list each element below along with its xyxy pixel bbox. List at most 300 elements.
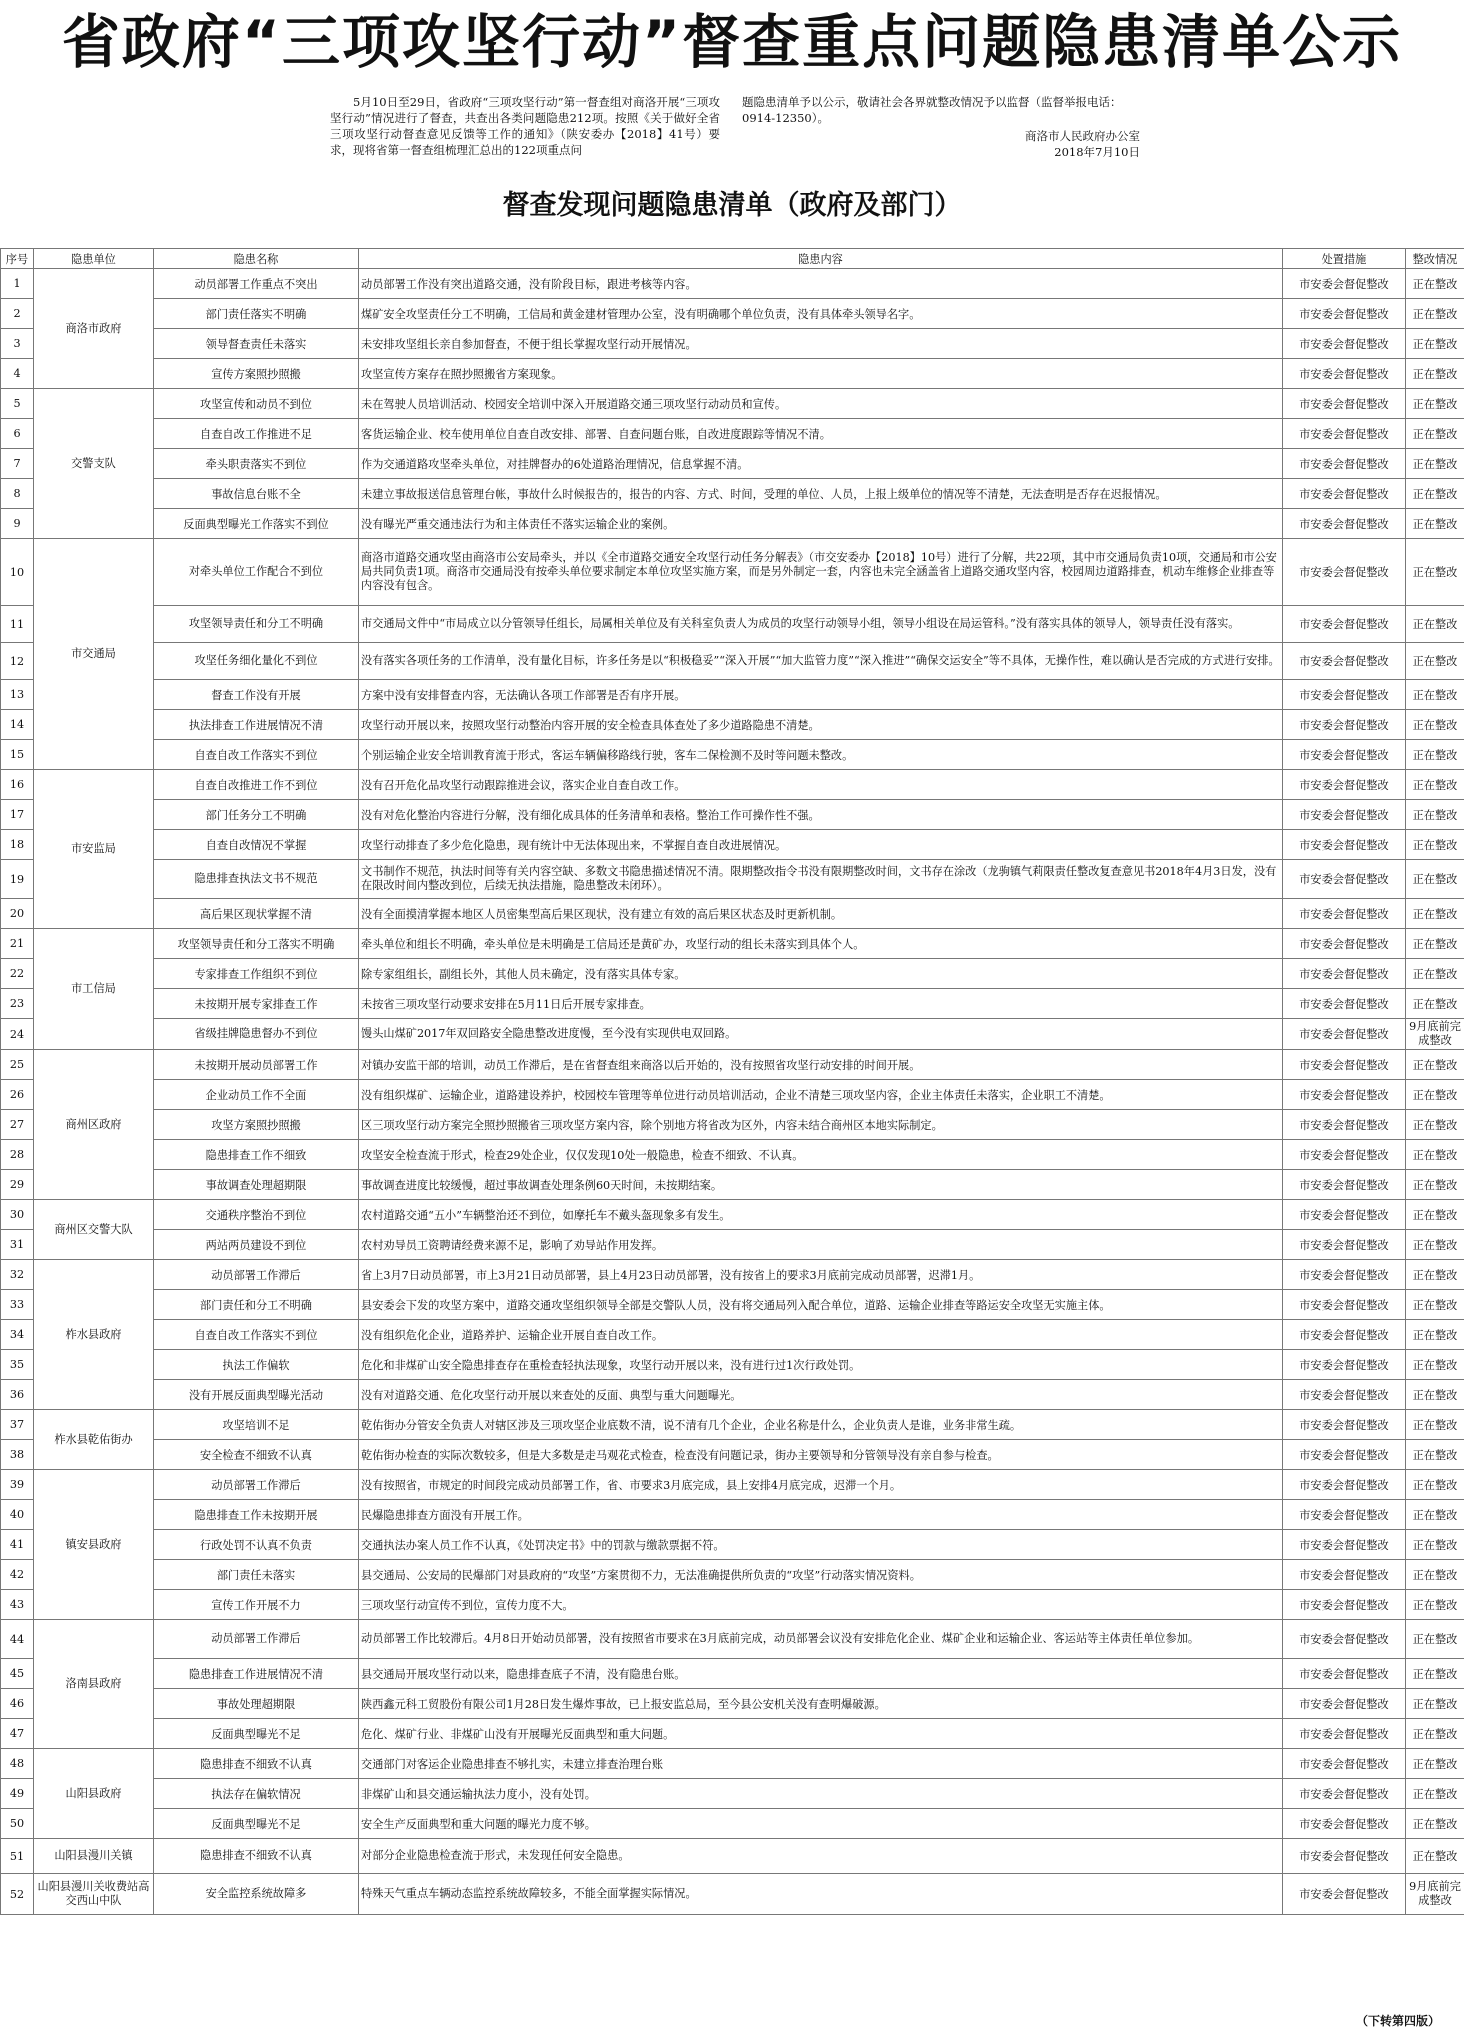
measure-cell: 市安委会督促整改 bbox=[1283, 1200, 1406, 1230]
unit-cell: 交警支队 bbox=[34, 389, 154, 539]
hazard-content: 没有组织煤矿、运输企业，道路建设养护，校园校车管理等单位进行动员培训活动，企业不清楚三项攻坚内容，企业主体责任未落实，企业职工不清楚。 bbox=[359, 1080, 1283, 1110]
hazard-name: 交通秩序整治不到位 bbox=[154, 1200, 359, 1230]
measure-cell: 市安委会督促整改 bbox=[1283, 830, 1406, 860]
row-number: 51 bbox=[1, 1839, 34, 1874]
measure-cell: 市安委会督促整改 bbox=[1283, 359, 1406, 389]
col-header-content: 隐患内容 bbox=[359, 249, 1283, 269]
table-row bbox=[1, 1500, 1464, 1530]
table-row bbox=[1, 1874, 1464, 1915]
status-cell: 正在整改 bbox=[1406, 1380, 1464, 1410]
status-cell: 正在整改 bbox=[1406, 643, 1464, 680]
hazard-name: 自查自改推进工作不到位 bbox=[154, 770, 359, 800]
row-number: 22 bbox=[1, 959, 34, 989]
measure-cell: 市安委会督促整改 bbox=[1283, 1170, 1406, 1200]
hazard-name: 隐患排查工作不细致 bbox=[154, 1140, 359, 1170]
table-row bbox=[1, 710, 1464, 740]
status-cell: 正在整改 bbox=[1406, 830, 1464, 860]
status-cell: 正在整改 bbox=[1406, 1500, 1464, 1530]
unit-cell: 山阳县漫川关收费站高交西山中队 bbox=[34, 1874, 154, 1915]
status-cell: 正在整改 bbox=[1406, 1050, 1464, 1080]
hazard-content: 作为交通道路攻坚牵头单位，对挂牌督办的6处道路治理情况，信息掌握不清。 bbox=[359, 449, 1283, 479]
status-cell: 正在整改 bbox=[1406, 1440, 1464, 1470]
measure-cell: 市安委会督促整改 bbox=[1283, 1620, 1406, 1659]
row-number: 20 bbox=[1, 899, 34, 929]
table-row bbox=[1, 770, 1464, 800]
row-number: 19 bbox=[1, 860, 34, 899]
status-cell: 正在整改 bbox=[1406, 479, 1464, 509]
table-row bbox=[1, 299, 1464, 329]
row-number: 11 bbox=[1, 606, 34, 643]
status-cell: 正在整改 bbox=[1406, 710, 1464, 740]
table-row bbox=[1, 1410, 1464, 1440]
status-cell: 正在整改 bbox=[1406, 1170, 1464, 1200]
status-cell: 正在整改 bbox=[1406, 1260, 1464, 1290]
measure-cell: 市安委会督促整改 bbox=[1283, 643, 1406, 680]
row-number: 16 bbox=[1, 770, 34, 800]
row-number: 32 bbox=[1, 1260, 34, 1290]
measure-cell: 市安委会督促整改 bbox=[1283, 419, 1406, 449]
table-row bbox=[1, 1380, 1464, 1410]
status-cell: 正在整改 bbox=[1406, 1689, 1464, 1719]
col-header-measure: 处置措施 bbox=[1283, 249, 1406, 269]
table-row bbox=[1, 449, 1464, 479]
hazard-name: 攻坚培训不足 bbox=[154, 1410, 359, 1440]
hazard-content: 危化、煤矿行业、非煤矿山没有开展曝光反面典型和重大问题。 bbox=[359, 1719, 1283, 1749]
hazard-content: 攻坚宣传方案存在照抄照搬省方案现象。 bbox=[359, 359, 1283, 389]
measure-cell: 市安委会督促整改 bbox=[1283, 539, 1406, 606]
hazard-content: 没有对危化整治内容进行分解，没有细化成具体的任务清单和表格。整治工作可操作性不强。 bbox=[359, 800, 1283, 830]
status-cell: 正在整改 bbox=[1406, 449, 1464, 479]
row-number: 48 bbox=[1, 1749, 34, 1779]
hazard-content: 牵头单位和组长不明确，牵头单位是未明确是工信局还是黄矿办，攻坚行动的组长未落实到具体个人。 bbox=[359, 929, 1283, 959]
hazard-content: 除专家组组长，副组长外，其他人员未确定，没有落实具体专家。 bbox=[359, 959, 1283, 989]
row-number: 26 bbox=[1, 1080, 34, 1110]
table-row bbox=[1, 860, 1464, 899]
status-cell: 9月底前完成整改 bbox=[1406, 1019, 1464, 1050]
status-cell: 正在整改 bbox=[1406, 740, 1464, 770]
intro-paragraph: 5月10日至29日，省政府“三项攻坚行动”第一督查组对商洛开展“三项攻坚行动”情况进行了督查，共查出各类问题隐患212项。按照《关于做好全省三项攻坚行动督查意见反馈等工作的通知》（陕安委办【2018】41号）要求，现将省第一督查组梳理汇总出的122项重点问 bbox=[330, 95, 720, 157]
hazard-name: 攻坚领导责任和分工落实不明确 bbox=[154, 929, 359, 959]
hazard-content: 未安排攻坚组长亲自参加督查，不便于组长掌握攻坚行动开展情况。 bbox=[359, 329, 1283, 359]
hazard-name: 攻坚领导责任和分工不明确 bbox=[154, 606, 359, 643]
status-cell: 正在整改 bbox=[1406, 1560, 1464, 1590]
hazard-content: 没有按照省，市规定的时间段完成动员部署工作，省、市要求3月底完成，县上安排4月底完成，迟滞一个月。 bbox=[359, 1470, 1283, 1500]
status-cell: 正在整改 bbox=[1406, 899, 1464, 929]
hazard-content: 动员部署工作没有突出道路交通，没有阶段目标，跟进考核等内容。 bbox=[359, 269, 1283, 299]
table-row bbox=[1, 1080, 1464, 1110]
unit-cell: 市安监局 bbox=[34, 770, 154, 929]
table-row bbox=[1, 1470, 1464, 1500]
table-row bbox=[1, 1689, 1464, 1719]
measure-cell: 市安委会督促整改 bbox=[1283, 1719, 1406, 1749]
hazard-name: 部门任务分工不明确 bbox=[154, 800, 359, 830]
row-number: 33 bbox=[1, 1290, 34, 1320]
hazard-content: 文书制作不规范，执法时间等有关内容空缺、多数文书隐患描述情况不清。限期整改指令书没有限期整改时间，文书存在涂改（龙驹镇气莉限责任整改复查意见书2018年4月3日发，没有在限改时间内整改到位，后续无执法措施，隐患整改未闭环）。 bbox=[359, 860, 1283, 899]
col-header-name: 隐患名称 bbox=[154, 249, 359, 269]
row-number: 17 bbox=[1, 800, 34, 830]
table-row bbox=[1, 1170, 1464, 1200]
row-number: 40 bbox=[1, 1500, 34, 1530]
row-number: 23 bbox=[1, 989, 34, 1019]
row-number: 36 bbox=[1, 1380, 34, 1410]
status-cell: 正在整改 bbox=[1406, 1839, 1464, 1874]
table-row bbox=[1, 680, 1464, 710]
status-cell: 正在整改 bbox=[1406, 1080, 1464, 1110]
hazard-content: 没有召开危化品攻坚行动跟踪推进会议，落实企业自查自改工作。 bbox=[359, 770, 1283, 800]
row-number: 49 bbox=[1, 1779, 34, 1809]
row-number: 4 bbox=[1, 359, 34, 389]
hazard-name: 动员部署工作滞后 bbox=[154, 1260, 359, 1290]
hazard-content: 县交通局开展攻坚行动以来，隐患排查底子不清，没有隐患台账。 bbox=[359, 1659, 1283, 1689]
unit-cell: 柞水县乾佑街办 bbox=[34, 1410, 154, 1470]
measure-cell: 市安委会督促整改 bbox=[1283, 1050, 1406, 1080]
hazard-name: 自查自改工作推进不足 bbox=[154, 419, 359, 449]
table-header-row bbox=[1, 249, 1464, 269]
unit-cell: 镇安县政府 bbox=[34, 1470, 154, 1620]
status-cell: 正在整改 bbox=[1406, 329, 1464, 359]
row-number: 21 bbox=[1, 929, 34, 959]
hazard-name: 动员部署工作重点不突出 bbox=[154, 269, 359, 299]
measure-cell: 市安委会督促整改 bbox=[1283, 479, 1406, 509]
table-row bbox=[1, 1749, 1464, 1779]
measure-cell: 市安委会督促整改 bbox=[1283, 329, 1406, 359]
status-cell: 正在整改 bbox=[1406, 1140, 1464, 1170]
measure-cell: 市安委会督促整改 bbox=[1283, 1140, 1406, 1170]
measure-cell: 市安委会督促整改 bbox=[1283, 1839, 1406, 1874]
hazard-name: 两站两员建设不到位 bbox=[154, 1230, 359, 1260]
hazard-name: 省级挂牌隐患督办不到位 bbox=[154, 1019, 359, 1050]
hazard-content: 特殊天气重点车辆动态监控系统故障较多，不能全面掌握实际情况。 bbox=[359, 1874, 1283, 1915]
row-number: 41 bbox=[1, 1530, 34, 1560]
measure-cell: 市安委会督促整改 bbox=[1283, 929, 1406, 959]
table-row bbox=[1, 899, 1464, 929]
measure-cell: 市安委会督促整改 bbox=[1283, 1560, 1406, 1590]
table-row bbox=[1, 479, 1464, 509]
table-row bbox=[1, 740, 1464, 770]
table-row bbox=[1, 606, 1464, 643]
hazard-name: 行政处罚不认真不负责 bbox=[154, 1530, 359, 1560]
hazard-content: 煤矿安全攻坚责任分工不明确，工信局和黄金建材管理办公室，没有明确哪个单位负责，没有具体牵头领导名字。 bbox=[359, 299, 1283, 329]
measure-cell: 市安委会督促整改 bbox=[1283, 1380, 1406, 1410]
table-row bbox=[1, 1290, 1464, 1320]
table-row bbox=[1, 509, 1464, 539]
measure-cell: 市安委会督促整改 bbox=[1283, 710, 1406, 740]
status-cell: 正在整改 bbox=[1406, 1470, 1464, 1500]
unit-cell: 市工信局 bbox=[34, 929, 154, 1050]
hazard-content: 县安委会下发的攻坚方案中，道路交通攻坚组织领导全部是交警队人员，没有将交通局列入配合单位，道路、运输企业排查等路运安全攻坚无实施主体。 bbox=[359, 1290, 1283, 1320]
hazard-content: 没有全面摸清掌握本地区人员密集型高后果区现状，没有建立有效的高后果区状态及时更新机制。 bbox=[359, 899, 1283, 929]
hazard-name: 安全监控系统故障多 bbox=[154, 1874, 359, 1915]
hazard-name: 隐患排查不细致不认真 bbox=[154, 1749, 359, 1779]
unit-cell: 柞水县政府 bbox=[34, 1260, 154, 1410]
hazard-content: 交通执法办案人员工作不认真，《处罚决定书》中的罚款与缴款票据不符。 bbox=[359, 1530, 1283, 1560]
hazard-name: 安全检查不细致不认真 bbox=[154, 1440, 359, 1470]
hazard-name: 部门责任未落实 bbox=[154, 1560, 359, 1590]
section-subtitle: 督查发现问题隐患清单（政府及部门） bbox=[502, 190, 962, 221]
hazard-name: 事故信息台账不全 bbox=[154, 479, 359, 509]
status-cell: 正在整改 bbox=[1406, 1719, 1464, 1749]
row-number: 39 bbox=[1, 1470, 34, 1500]
hazard-name: 没有开展反面典型曝光活动 bbox=[154, 1380, 359, 1410]
measure-cell: 市安委会督促整改 bbox=[1283, 299, 1406, 329]
table-row bbox=[1, 1719, 1464, 1749]
row-number: 12 bbox=[1, 643, 34, 680]
table-row bbox=[1, 329, 1464, 359]
measure-cell: 市安委会督促整改 bbox=[1283, 800, 1406, 830]
table-row bbox=[1, 1230, 1464, 1260]
hazard-name: 动员部署工作滞后 bbox=[154, 1620, 359, 1659]
unit-cell: 市交通局 bbox=[34, 539, 154, 770]
hazard-content: 方案中没有安排督查内容，无法确认各项工作部署是否有序开展。 bbox=[359, 680, 1283, 710]
status-cell: 正在整改 bbox=[1406, 359, 1464, 389]
measure-cell: 市安委会督促整改 bbox=[1283, 1290, 1406, 1320]
intro-paragraph-continued: 题隐患清单予以公示，敬请社会各界就整改情况予以监督（监督举报电话：0914-12350）。 bbox=[742, 95, 1122, 125]
row-number: 10 bbox=[1, 539, 34, 606]
measure-cell: 市安委会督促整改 bbox=[1283, 606, 1406, 643]
measure-cell: 市安委会督促整改 bbox=[1283, 1689, 1406, 1719]
hazard-content: 交通部门对客运企业隐患排查不够扎实，未建立排查治理台账 bbox=[359, 1749, 1283, 1779]
hazard-content: 未建立事故报送信息管理台帐，事故什么时候报告的，报告的内容、方式、时间，受理的单位、人员，上报上级单位的情况等不清楚，无法查明是否存在迟报情况。 bbox=[359, 479, 1283, 509]
status-cell: 正在整改 bbox=[1406, 1200, 1464, 1230]
hazard-content: 没有落实各项任务的工作清单，没有量化目标，许多任务是以“积极稳妥”“深入开展”“加大监管力度”“深入推进”“确保交运安全”等不具体，无操作性，难以确认是否完成的方式进行安排。 bbox=[359, 643, 1283, 680]
hazard-name: 企业动员工作不全面 bbox=[154, 1080, 359, 1110]
row-number: 28 bbox=[1, 1140, 34, 1170]
status-cell: 正在整改 bbox=[1406, 770, 1464, 800]
unit-cell: 商州区政府 bbox=[34, 1050, 154, 1200]
unit-cell: 山阳县漫川关镇 bbox=[34, 1839, 154, 1874]
row-number: 43 bbox=[1, 1590, 34, 1620]
measure-cell: 市安委会督促整改 bbox=[1283, 1809, 1406, 1839]
hazard-content: 未按省三项攻坚行动要求安排在5月11日后开展专家排查。 bbox=[359, 989, 1283, 1019]
row-number: 7 bbox=[1, 449, 34, 479]
hazard-name: 自查自改工作落实不到位 bbox=[154, 740, 359, 770]
status-cell: 正在整改 bbox=[1406, 989, 1464, 1019]
hazard-content: 个别运输企业安全培训教育流于形式，客运车辆偏移路线行驶，客车二保检测不及时等问题未整改。 bbox=[359, 740, 1283, 770]
row-number: 27 bbox=[1, 1110, 34, 1140]
measure-cell: 市安委会督促整改 bbox=[1283, 770, 1406, 800]
table-row bbox=[1, 1530, 1464, 1560]
hazard-content: 没有对道路交通、危化攻坚行动开展以来查处的反面、典型与重大问题曝光。 bbox=[359, 1380, 1283, 1410]
unit-cell: 山阳县政府 bbox=[34, 1749, 154, 1839]
col-header-no: 序号 bbox=[1, 249, 34, 269]
row-number: 3 bbox=[1, 329, 34, 359]
hazard-name: 牵头职责落实不到位 bbox=[154, 449, 359, 479]
hazard-name: 反面典型曝光工作落实不到位 bbox=[154, 509, 359, 539]
table-row bbox=[1, 1019, 1464, 1050]
measure-cell: 市安委会督促整改 bbox=[1283, 389, 1406, 419]
measure-cell: 市安委会督促整改 bbox=[1283, 1749, 1406, 1779]
table-row bbox=[1, 830, 1464, 860]
table-row bbox=[1, 800, 1464, 830]
hazard-content: 商洛市道路交通攻坚由商洛市公安局牵头，并以《全市道路交通安全攻坚行动任务分解表》（市交安委办【2018】10号）进行了分解，共22项，其中市交通局负责10项，交通局和市公安局共同负责1项。商洛市交通局没有按牵头单位要求制定本单位攻坚实施方案，而是另外制定一套，内容也未完全涵盖省上道路交通攻坚内容，校园周边道路排查，机动车维修企业排查等内容没有包含。 bbox=[359, 539, 1283, 606]
measure-cell: 市安委会督促整改 bbox=[1283, 1320, 1406, 1350]
hazard-name: 攻坚宣传和动员不到位 bbox=[154, 389, 359, 419]
measure-cell: 市安委会督促整改 bbox=[1283, 1350, 1406, 1380]
row-number: 38 bbox=[1, 1440, 34, 1470]
table-row bbox=[1, 1809, 1464, 1839]
table-row bbox=[1, 539, 1464, 606]
status-cell: 正在整改 bbox=[1406, 1590, 1464, 1620]
row-number: 14 bbox=[1, 710, 34, 740]
measure-cell: 市安委会督促整改 bbox=[1283, 1230, 1406, 1260]
table-row bbox=[1, 1560, 1464, 1590]
measure-cell: 市安委会督促整改 bbox=[1283, 899, 1406, 929]
hazard-name: 执法排查工作进展情况不清 bbox=[154, 710, 359, 740]
measure-cell: 市安委会督促整改 bbox=[1283, 1590, 1406, 1620]
hazard-content: 农村劝导员工资聘请经费来源不足，影响了劝导站作用发挥。 bbox=[359, 1230, 1283, 1260]
hazard-content: 农村道路交通“五小”车辆整治还不到位，如摩托车不戴头盔现象多有发生。 bbox=[359, 1200, 1283, 1230]
row-number: 50 bbox=[1, 1809, 34, 1839]
status-cell: 正在整改 bbox=[1406, 1659, 1464, 1689]
hazard-content: 馒头山煤矿2017年双回路安全隐患整改进度慢，至今没有实现供电双回路。 bbox=[359, 1019, 1283, 1050]
hazard-content: 三项攻坚行动宣传不到位，宣传力度不大。 bbox=[359, 1590, 1283, 1620]
unit-cell: 洛南县政府 bbox=[34, 1620, 154, 1749]
hazard-name: 隐患排查工作未按期开展 bbox=[154, 1500, 359, 1530]
col-header-status: 整改情况 bbox=[1406, 249, 1464, 269]
row-number: 13 bbox=[1, 680, 34, 710]
issue-date: 2018年7月10日 bbox=[1054, 145, 1140, 159]
status-cell: 正在整改 bbox=[1406, 1230, 1464, 1260]
hazard-content: 未在驾驶人员培训活动、校园安全培训中深入开展道路交通三项攻坚行动动员和宣传。 bbox=[359, 389, 1283, 419]
hazard-content: 陕西鑫元科工贸股份有限公司1月28日发生爆炸事故，已上报安监总局，至今县公安机关没有查明爆破源。 bbox=[359, 1689, 1283, 1719]
hazard-content: 民爆隐患排查方面没有开展工作。 bbox=[359, 1500, 1283, 1530]
table-row bbox=[1, 1620, 1464, 1659]
row-number: 37 bbox=[1, 1410, 34, 1440]
table-row bbox=[1, 1320, 1464, 1350]
status-cell: 正在整改 bbox=[1406, 929, 1464, 959]
row-number: 42 bbox=[1, 1560, 34, 1590]
hazard-name: 高后果区现状掌握不清 bbox=[154, 899, 359, 929]
measure-cell: 市安委会督促整改 bbox=[1283, 959, 1406, 989]
hazard-name: 隐患排查工作进展情况不清 bbox=[154, 1659, 359, 1689]
row-number: 24 bbox=[1, 1019, 34, 1050]
table-row bbox=[1, 1050, 1464, 1080]
measure-cell: 市安委会督促整改 bbox=[1283, 1110, 1406, 1140]
measure-cell: 市安委会督促整改 bbox=[1283, 1500, 1406, 1530]
hazard-name: 执法存在偏软情况 bbox=[154, 1779, 359, 1809]
hazard-content: 省上3月7日动员部署，市上3月21日动员部署，县上4月23日动员部署，没有按省上的要求3月底前完成动员部署，迟滞1月。 bbox=[359, 1260, 1283, 1290]
hazard-content: 事故调查进度比较缓慢，超过事故调查处理条例60天时间，未按期结案。 bbox=[359, 1170, 1283, 1200]
status-cell: 正在整改 bbox=[1406, 1620, 1464, 1659]
row-number: 30 bbox=[1, 1200, 34, 1230]
table-row bbox=[1, 269, 1464, 299]
hazard-content: 危化和非煤矿山安全隐患排查存在重检查轻执法现象，攻坚行动开展以来，没有进行过1次行政处罚。 bbox=[359, 1350, 1283, 1380]
row-number: 44 bbox=[1, 1620, 34, 1659]
table-row bbox=[1, 1590, 1464, 1620]
hazard-name: 对牵头单位工作配合不到位 bbox=[154, 539, 359, 606]
row-number: 46 bbox=[1, 1689, 34, 1719]
measure-cell: 市安委会督促整改 bbox=[1283, 1080, 1406, 1110]
row-number: 8 bbox=[1, 479, 34, 509]
table-row bbox=[1, 1260, 1464, 1290]
hazard-content: 攻坚安全检查流于形式，检查29处企业，仅仅发现10处一般隐患，检查不细致、不认真。 bbox=[359, 1140, 1283, 1170]
table-row bbox=[1, 1140, 1464, 1170]
hazard-content: 乾佑街办检查的实际次数较多，但是大多数是走马观花式检查，检查没有问题记录，街办主要领导和分管领导没有亲自参与检查。 bbox=[359, 1440, 1283, 1470]
measure-cell: 市安委会督促整改 bbox=[1283, 449, 1406, 479]
measure-cell: 市安委会督促整改 bbox=[1283, 1470, 1406, 1500]
row-number: 47 bbox=[1, 1719, 34, 1749]
row-number: 9 bbox=[1, 509, 34, 539]
status-cell: 正在整改 bbox=[1406, 1110, 1464, 1140]
row-number: 18 bbox=[1, 830, 34, 860]
continued-note: （下转第四版） bbox=[1355, 2014, 1440, 2028]
hazard-name: 执法工作偏软 bbox=[154, 1350, 359, 1380]
hazard-name: 部门责任落实不明确 bbox=[154, 299, 359, 329]
row-number: 35 bbox=[1, 1350, 34, 1380]
table-row bbox=[1, 419, 1464, 449]
status-cell: 正在整改 bbox=[1406, 299, 1464, 329]
hazard-name: 部门责任和分工不明确 bbox=[154, 1290, 359, 1320]
hazard-content: 攻坚行动排查了多少危化隐患，现有统计中无法体现出来，不掌握自查自改进展情况。 bbox=[359, 830, 1283, 860]
hazard-name: 领导督查责任未落实 bbox=[154, 329, 359, 359]
measure-cell: 市安委会督促整改 bbox=[1283, 1874, 1406, 1915]
row-number: 25 bbox=[1, 1050, 34, 1080]
row-number: 1 bbox=[1, 269, 34, 299]
issuer-name: 商洛市人民政府办公室 bbox=[1025, 129, 1140, 143]
table-row bbox=[1, 1839, 1464, 1874]
hazard-name: 专家排查工作组织不到位 bbox=[154, 959, 359, 989]
status-cell: 正在整改 bbox=[1406, 419, 1464, 449]
status-cell: 正在整改 bbox=[1406, 1350, 1464, 1380]
status-cell: 正在整改 bbox=[1406, 1779, 1464, 1809]
hazard-name: 事故调查处理超期限 bbox=[154, 1170, 359, 1200]
hazard-name: 未按期开展专家排查工作 bbox=[154, 989, 359, 1019]
measure-cell: 市安委会督促整改 bbox=[1283, 1410, 1406, 1440]
row-number: 52 bbox=[1, 1874, 34, 1915]
measure-cell: 市安委会督促整改 bbox=[1283, 1779, 1406, 1809]
row-number: 29 bbox=[1, 1170, 34, 1200]
status-cell: 正在整改 bbox=[1406, 1530, 1464, 1560]
measure-cell: 市安委会督促整改 bbox=[1283, 740, 1406, 770]
issuer-block bbox=[940, 128, 1140, 160]
table-row bbox=[1, 1110, 1464, 1140]
hazard-list-table bbox=[0, 248, 1464, 1915]
measure-cell: 市安委会督促整改 bbox=[1283, 680, 1406, 710]
row-number: 5 bbox=[1, 389, 34, 419]
status-cell: 9月底前完成整改 bbox=[1406, 1874, 1464, 1915]
hazard-content: 非煤矿山和县交通运输执法力度小，没有处罚。 bbox=[359, 1779, 1283, 1809]
hazard-name: 攻坚任务细化量化不到位 bbox=[154, 643, 359, 680]
table-row bbox=[1, 1659, 1464, 1689]
table-body bbox=[1, 269, 1464, 1915]
hazard-content: 动员部署工作比较滞后。4月8日开始动员部署，没有按照省市要求在3月底前完成，动员部署会议没有安排危化企业、煤矿企业和运输企业、客运站等主体责任单位参加。 bbox=[359, 1620, 1283, 1659]
hazard-name: 攻坚方案照抄照搬 bbox=[154, 1110, 359, 1140]
hazard-content: 县交通局、公安局的民爆部门对县政府的“攻坚”方案贯彻不力，无法准确提供所负责的“攻坚”行动落实情况资料。 bbox=[359, 1560, 1283, 1590]
table-row bbox=[1, 1779, 1464, 1809]
status-cell: 正在整改 bbox=[1406, 680, 1464, 710]
row-number: 31 bbox=[1, 1230, 34, 1260]
status-cell: 正在整改 bbox=[1406, 1410, 1464, 1440]
col-header-unit: 隐患单位 bbox=[34, 249, 154, 269]
measure-cell: 市安委会督促整改 bbox=[1283, 269, 1406, 299]
status-cell: 正在整改 bbox=[1406, 800, 1464, 830]
status-cell: 正在整改 bbox=[1406, 1809, 1464, 1839]
hazard-name: 自查自改工作落实不到位 bbox=[154, 1320, 359, 1350]
table-row bbox=[1, 989, 1464, 1019]
hazard-name: 督查工作没有开展 bbox=[154, 680, 359, 710]
status-cell: 正在整改 bbox=[1406, 860, 1464, 899]
row-number: 6 bbox=[1, 419, 34, 449]
measure-cell: 市安委会督促整改 bbox=[1283, 509, 1406, 539]
hazard-content: 攻坚行动开展以来，按照攻坚行动整治内容开展的安全检查具体查处了多少道路隐患不清楚。 bbox=[359, 710, 1283, 740]
status-cell: 正在整改 bbox=[1406, 959, 1464, 989]
table-row bbox=[1, 929, 1464, 959]
measure-cell: 市安委会督促整改 bbox=[1283, 1019, 1406, 1050]
table-row bbox=[1, 1200, 1464, 1230]
status-cell: 正在整改 bbox=[1406, 1290, 1464, 1320]
hazard-name: 隐患排查不细致不认真 bbox=[154, 1839, 359, 1874]
hazard-content: 区三项攻坚行动方案完全照抄照搬省三项攻坚方案内容，除个别地方将省改为区外，内容未结合商州区本地实际制定。 bbox=[359, 1110, 1283, 1140]
